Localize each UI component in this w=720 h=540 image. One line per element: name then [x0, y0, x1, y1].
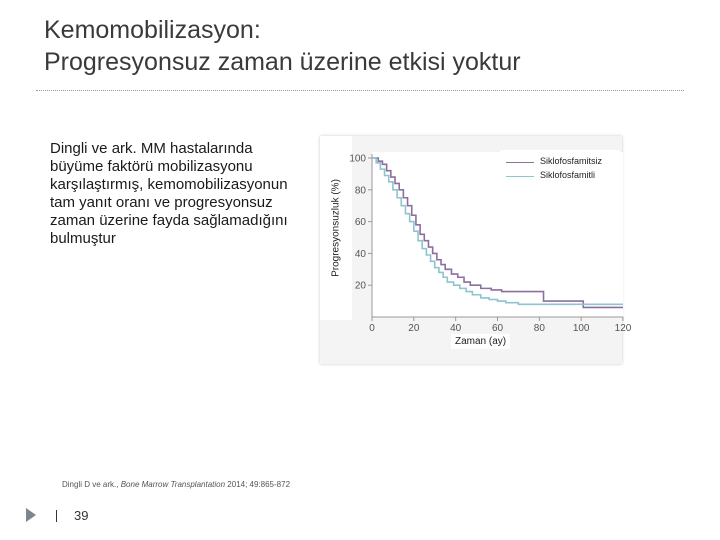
citation-authors: Dingli D ve ark., [62, 480, 119, 489]
x-tick-label: 120 [614, 323, 632, 334]
citation [62, 480, 290, 489]
citation-ref: 2014; 49:865-872 [227, 480, 291, 489]
legend-label-2: Siklofosfamitli [540, 170, 596, 180]
body-text: Dingli ve ark. MM hastalarında büyüme faktörü mobilizasyonu karşılaştırmış, kemomobilizasyonun tam yanıt oranı ve progresyonsuz zaman üzerine fayda sağlamadığını bulmuştur [50, 140, 288, 247]
x-tick-label: 0 [369, 323, 375, 334]
legend-label-1: Siklofosfamitsiz [540, 156, 603, 166]
y-tick-label: 40 [354, 248, 366, 260]
citation-journal: Bone Marrow Transplantation [120, 480, 226, 489]
y-tick-label: 60 [354, 217, 366, 229]
title-line-2: Progresyonsuz zaman üzerine etkisi yoktur [44, 48, 521, 76]
legend-swatch-2 [506, 176, 534, 177]
page-number: 39 [74, 508, 89, 523]
x-tick-label: 60 [491, 323, 504, 334]
x-tick-label: 20 [408, 323, 420, 334]
y-tick-label: 20 [354, 280, 366, 292]
x-axis-label: Zaman (ay) [451, 334, 510, 349]
x-tick-label: 40 [450, 323, 462, 334]
footer-separator [56, 510, 57, 522]
legend-swatch-1 [506, 162, 534, 163]
title-line-1: Kemomobilizasyon: [44, 16, 261, 44]
slide-bullet-icon [26, 508, 36, 522]
x-tick-label: 100 [572, 323, 590, 334]
chart-legend [500, 150, 620, 186]
x-tick-label: 80 [533, 323, 545, 334]
y-axis-label: Progresyonsuzluk (%) [330, 179, 342, 277]
y-tick-label: 100 [349, 153, 366, 165]
y-tick-label: 80 [354, 185, 366, 197]
